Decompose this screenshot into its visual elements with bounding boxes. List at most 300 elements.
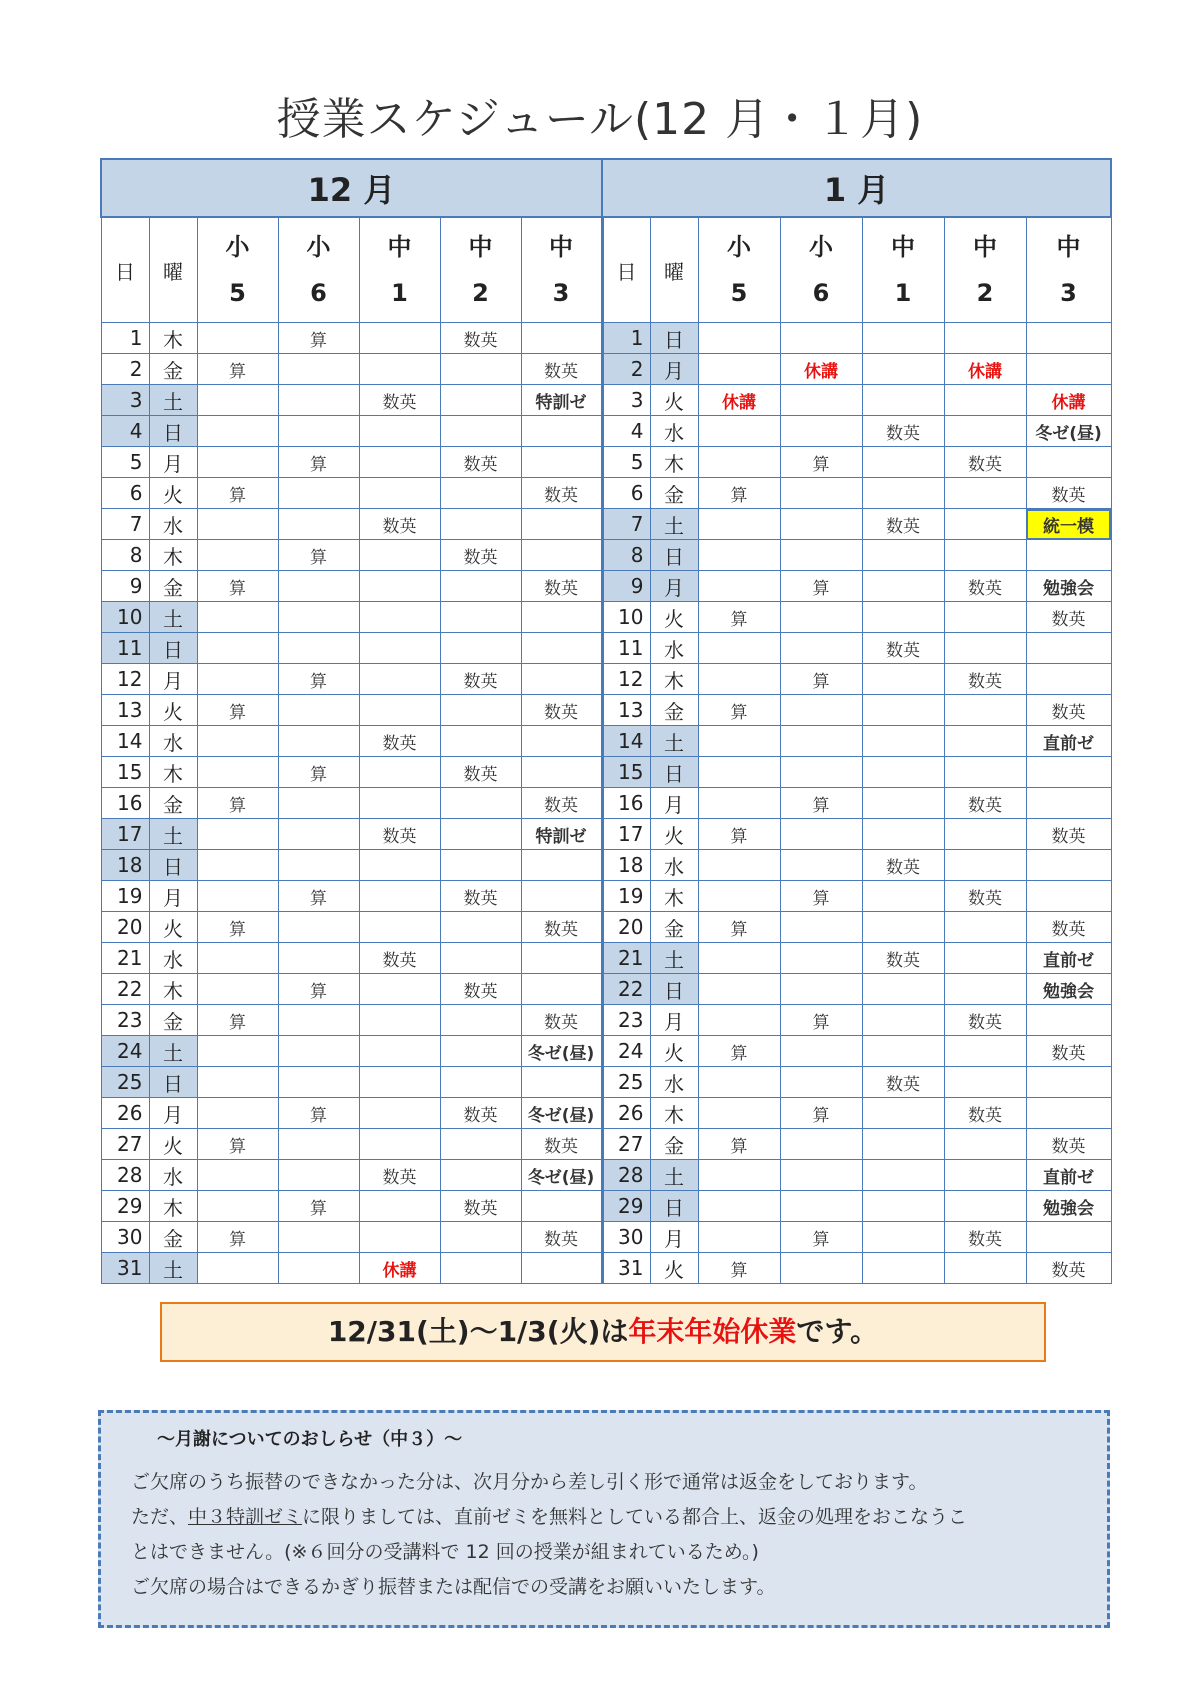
class-cell-dec-1 [278,354,359,385]
class-cell-jan-1 [780,633,862,664]
class-cell-dec-1 [278,571,359,602]
class-cell-jan-2 [862,447,944,478]
weekday-cell-jan: 水 [650,1067,698,1098]
class-cell-dec-4 [521,1036,602,1067]
weekday-cell-dec: 月 [149,1098,197,1129]
class-label: 算 [229,702,246,723]
header-grade-dec-4 [521,217,602,323]
day-cell-dec: 23 [101,1005,149,1036]
table-row [101,1098,1111,1129]
class-label: 数英 [463,764,498,785]
holiday-notice-highlight: 年末年始休業 [628,1315,797,1348]
class-cell-jan-1 [780,757,862,788]
class-cell-dec-0 [197,943,278,974]
class-cell-jan-1 [780,447,862,478]
fee-info-line-1: ご欠席のうち振替のできなかった分は、次月分から差し引く形で通常は返金をしております。 [131,1471,928,1493]
weekday-cell-jan: 金 [650,1129,698,1160]
weekday-cell-jan: 月 [650,354,698,385]
day-cell-jan: 26 [602,1098,650,1129]
class-cell-dec-2 [359,1036,440,1067]
class-label: 休講 [1051,392,1086,413]
class-cell-jan-0 [698,664,780,695]
class-cell-dec-4 [521,509,602,540]
class-cell-dec-1 [278,447,359,478]
class-label: 数英 [1051,826,1086,847]
class-label: 数英 [886,640,920,661]
class-cell-dec-0 [197,912,278,943]
class-cell-dec-0 [197,1129,278,1160]
class-cell-dec-4 [521,974,602,1005]
class-cell-dec-0 [197,1005,278,1036]
class-cell-dec-3 [440,819,521,850]
day-cell-dec: 6 [101,478,149,509]
class-cell-dec-1 [278,881,359,912]
weekday-cell-dec: 木 [149,757,197,788]
class-cell-jan-0 [698,478,780,509]
class-cell-dec-4 [521,323,602,354]
class-label: 数英 [544,578,578,599]
schedule-body [101,323,1111,1284]
weekday-cell-jan: 月 [650,1222,698,1253]
weekday-cell-dec: 水 [149,943,197,974]
class-cell-dec-0 [197,1067,278,1098]
class-label: 算 [812,888,830,909]
day-cell-jan: 28 [602,1160,650,1191]
class-cell-jan-2 [862,943,944,974]
weekday-cell-jan: 日 [650,974,698,1005]
day-cell-dec: 11 [101,633,149,664]
grade-level: 中 [468,233,493,261]
day-cell-jan: 11 [602,633,650,664]
day-cell-dec: 21 [101,943,149,974]
class-label: 数英 [463,547,498,568]
class-label: 数英 [1051,919,1086,940]
grade-level: 中 [891,233,915,261]
header-grade-dec-0 [197,217,278,323]
class-cell-jan-2 [862,850,944,881]
header-day-jan: 日 [602,217,650,323]
day-cell-jan: 22 [602,974,650,1005]
class-cell-dec-4 [521,416,602,447]
class-cell-dec-4 [521,1222,602,1253]
class-cell-dec-0 [197,385,278,416]
class-cell-dec-1 [278,602,359,633]
weekday-cell-jan: 火 [650,1253,698,1284]
class-cell-jan-0 [698,385,780,416]
table-row [101,664,1111,695]
class-cell-jan-2 [862,664,944,695]
class-label: 数英 [544,795,578,816]
grade-level: 中 [549,233,573,261]
class-label: 数英 [886,1074,920,1095]
class-cell-jan-1 [780,1253,862,1284]
grade-number: 6 [310,279,327,307]
class-cell-dec-2 [359,1222,440,1253]
class-cell-dec-0 [197,974,278,1005]
weekday-cell-jan: 月 [650,1005,698,1036]
weekday-cell-dec: 土 [149,602,197,633]
table-row [101,602,1111,633]
class-cell-jan-1 [780,416,862,447]
weekday-cell-jan: 土 [650,1160,698,1191]
table-row [101,881,1111,912]
class-cell-dec-2 [359,354,440,385]
class-cell-jan-3 [944,1036,1026,1067]
class-label: 数英 [886,423,920,444]
class-cell-jan-3 [944,1253,1026,1284]
class-cell-jan-2 [862,478,944,509]
class-cell-jan-3 [944,385,1026,416]
day-cell-jan: 9 [602,571,650,602]
class-cell-jan-0 [698,726,780,757]
class-cell-dec-4 [521,943,602,974]
day-cell-jan: 13 [602,695,650,726]
weekday-cell-dec: 火 [149,912,197,943]
grade-level: 小 [727,233,751,261]
day-cell-jan: 29 [602,1191,650,1222]
class-cell-jan-1 [780,1129,862,1160]
class-label: 数英 [968,1229,1002,1250]
grade-number: 1 [391,279,408,307]
class-cell-jan-4 [1026,540,1111,571]
day-cell-jan: 2 [602,354,650,385]
weekday-cell-dec: 木 [149,974,197,1005]
class-cell-jan-3 [944,602,1026,633]
class-cell-jan-0 [698,788,780,819]
class-cell-dec-3 [440,1005,521,1036]
weekday-cell-dec: 日 [149,1067,197,1098]
class-cell-jan-0 [698,509,780,540]
class-cell-jan-2 [862,1067,944,1098]
class-label: 数英 [463,671,498,692]
class-label: 数英 [968,1012,1002,1033]
header-grade-dec-1 [278,217,359,323]
class-cell-jan-2 [862,1191,944,1222]
class-cell-jan-0 [698,633,780,664]
class-cell-jan-4 [1026,1005,1111,1036]
class-cell-dec-0 [197,323,278,354]
class-cell-jan-4 [1026,757,1111,788]
class-label: 休講 [804,361,838,382]
class-cell-jan-4 [1026,354,1111,385]
class-cell-jan-1 [780,1067,862,1098]
weekday-cell-jan: 日 [650,757,698,788]
header-day-dec: 日 [101,217,149,323]
table-row [101,354,1111,385]
class-label: 算 [229,578,246,599]
class-cell-jan-4 [1026,881,1111,912]
class-cell-jan-1 [780,323,862,354]
class-label: 数英 [544,361,578,382]
class-cell-dec-1 [278,1036,359,1067]
class-label: 数英 [544,1012,578,1033]
class-cell-dec-3 [440,509,521,540]
holiday-notice-suffix: です。 [796,1315,879,1348]
class-label: 数英 [968,795,1002,816]
class-label: 算 [812,795,830,816]
class-label: 算 [310,764,327,785]
class-cell-jan-4 [1026,695,1111,726]
class-cell-dec-4 [521,664,602,695]
day-cell-jan: 3 [602,385,650,416]
class-cell-dec-0 [197,509,278,540]
class-cell-dec-0 [197,757,278,788]
header-grade-jan-2 [862,217,944,323]
fee-info-line-2 [131,1500,1081,1535]
class-cell-jan-3 [944,571,1026,602]
class-cell-jan-0 [698,447,780,478]
class-cell-jan-3 [944,695,1026,726]
class-cell-dec-2 [359,881,440,912]
day-cell-dec: 27 [101,1129,149,1160]
class-cell-jan-3 [944,726,1026,757]
weekday-cell-dec: 月 [149,447,197,478]
class-label: 算 [229,1012,246,1033]
table-row [101,695,1111,726]
class-label: 算 [229,485,246,506]
day-cell-dec: 16 [101,788,149,819]
day-cell-jan: 10 [602,602,650,633]
class-label: 算 [310,1198,327,1219]
weekday-cell-dec: 金 [149,788,197,819]
class-cell-dec-1 [278,912,359,943]
class-cell-jan-3 [944,416,1026,447]
class-cell-dec-0 [197,540,278,571]
class-cell-jan-0 [698,1222,780,1253]
class-cell-jan-0 [698,757,780,788]
class-cell-dec-2 [359,447,440,478]
class-label: 数英 [968,888,1002,909]
class-label: 特訓ゼ [535,826,587,847]
day-cell-jan: 6 [602,478,650,509]
class-cell-jan-3 [944,1129,1026,1160]
fee-info-line-3: とはできません。(※６回分の受講料で 12 回の授業が組まれているため。) [131,1541,759,1563]
class-label: 算 [310,454,327,475]
grade-level: 小 [225,233,250,261]
day-cell-dec: 19 [101,881,149,912]
table-row [101,1129,1111,1160]
header-weekday-dec: 曜 [149,217,197,323]
class-cell-dec-0 [197,354,278,385]
class-cell-dec-2 [359,416,440,447]
class-cell-dec-2 [359,571,440,602]
class-cell-dec-0 [197,478,278,509]
class-cell-jan-4 [1026,633,1111,664]
class-cell-dec-3 [440,323,521,354]
weekday-cell-dec: 土 [149,385,197,416]
class-cell-jan-2 [862,1129,944,1160]
class-label: 数英 [382,392,417,413]
class-cell-jan-2 [862,354,944,385]
day-cell-dec: 24 [101,1036,149,1067]
class-label: 算 [310,671,327,692]
class-cell-jan-2 [862,757,944,788]
class-cell-dec-2 [359,695,440,726]
table-row [101,571,1111,602]
grade-number: 6 [812,279,830,307]
weekday-cell-jan: 土 [650,943,698,974]
class-cell-dec-2 [359,323,440,354]
day-cell-dec: 29 [101,1191,149,1222]
class-cell-dec-0 [197,664,278,695]
class-cell-jan-2 [862,602,944,633]
month-header-row [101,159,1111,217]
class-label: 算 [310,888,327,909]
day-cell-dec: 28 [101,1160,149,1191]
class-cell-jan-4 [1026,447,1111,478]
class-label: 算 [310,1105,327,1126]
weekday-cell-jan: 木 [650,447,698,478]
class-cell-jan-2 [862,323,944,354]
class-cell-dec-1 [278,1098,359,1129]
class-label: 算 [812,1012,830,1033]
weekday-cell-jan: 日 [650,540,698,571]
day-cell-dec: 31 [101,1253,149,1284]
class-cell-dec-0 [197,726,278,757]
class-label: 数英 [1051,1043,1086,1064]
weekday-cell-dec: 火 [149,478,197,509]
class-cell-dec-4 [521,850,602,881]
day-cell-jan: 12 [602,664,650,695]
day-cell-dec: 5 [101,447,149,478]
weekday-cell-jan: 水 [650,633,698,664]
class-label: 勉強会 [1043,578,1095,599]
class-cell-dec-4 [521,1098,602,1129]
class-cell-jan-3 [944,1191,1026,1222]
day-cell-dec: 10 [101,602,149,633]
class-cell-jan-2 [862,912,944,943]
class-cell-dec-3 [440,1222,521,1253]
table-row [101,757,1111,788]
class-label: 算 [730,485,748,506]
class-cell-dec-3 [440,416,521,447]
weekday-cell-jan: 日 [650,323,698,354]
class-cell-dec-2 [359,819,440,850]
fee-info-underlined: 中３特訓ゼミ [188,1506,303,1528]
class-cell-dec-4 [521,540,602,571]
class-label: 算 [229,795,246,816]
class-cell-jan-0 [698,819,780,850]
class-cell-jan-4 [1026,1067,1111,1098]
day-cell-jan: 16 [602,788,650,819]
table-row [101,726,1111,757]
class-cell-dec-2 [359,974,440,1005]
class-cell-dec-3 [440,974,521,1005]
class-cell-dec-1 [278,416,359,447]
class-cell-jan-2 [862,881,944,912]
table-row [101,1191,1111,1222]
class-cell-jan-1 [780,943,862,974]
class-cell-dec-0 [197,1191,278,1222]
table-row [101,478,1111,509]
class-cell-jan-4 [1026,912,1111,943]
weekday-cell-dec: 土 [149,1253,197,1284]
class-cell-dec-4 [521,912,602,943]
class-cell-dec-2 [359,478,440,509]
grade-level: 中 [973,233,997,261]
class-cell-jan-0 [698,1160,780,1191]
class-cell-dec-2 [359,1005,440,1036]
class-label: 数英 [1051,609,1086,630]
class-cell-dec-2 [359,1067,440,1098]
class-cell-dec-0 [197,447,278,478]
class-cell-dec-2 [359,912,440,943]
class-cell-jan-1 [780,1098,862,1129]
class-cell-jan-0 [698,540,780,571]
class-label: 数英 [382,733,417,754]
weekday-cell-dec: 土 [149,1036,197,1067]
class-cell-jan-3 [944,1222,1026,1253]
class-cell-jan-0 [698,1005,780,1036]
class-cell-jan-3 [944,664,1026,695]
class-cell-jan-3 [944,1067,1026,1098]
class-cell-dec-3 [440,571,521,602]
class-label: 算 [310,547,327,568]
class-label: 数英 [968,578,1002,599]
class-cell-jan-0 [698,323,780,354]
class-cell-dec-3 [440,540,521,571]
class-label: 休講 [722,392,756,413]
weekday-cell-jan: 火 [650,385,698,416]
class-cell-jan-1 [780,1005,862,1036]
weekday-cell-dec: 日 [149,416,197,447]
day-cell-jan: 30 [602,1222,650,1253]
class-cell-dec-3 [440,757,521,788]
class-cell-jan-3 [944,850,1026,881]
grade-number: 5 [730,279,748,307]
weekday-cell-dec: 木 [149,323,197,354]
class-cell-jan-3 [944,509,1026,540]
class-label: 数英 [463,454,498,475]
day-cell-dec: 3 [101,385,149,416]
table-row [101,416,1111,447]
class-cell-jan-3 [944,881,1026,912]
class-cell-jan-1 [780,1191,862,1222]
month-january: 1 月 [602,159,1111,217]
weekday-cell-jan: 水 [650,850,698,881]
class-label: 数英 [1051,485,1086,506]
class-cell-dec-2 [359,943,440,974]
class-cell-dec-1 [278,943,359,974]
table-row [101,819,1111,850]
class-cell-jan-0 [698,881,780,912]
class-cell-jan-3 [944,1098,1026,1129]
day-cell-dec: 30 [101,1222,149,1253]
column-header-row [101,217,1111,323]
class-cell-jan-1 [780,664,862,695]
class-cell-dec-3 [440,1160,521,1191]
class-cell-jan-0 [698,974,780,1005]
class-cell-dec-4 [521,788,602,819]
class-cell-dec-2 [359,726,440,757]
class-cell-jan-3 [944,757,1026,788]
class-cell-dec-4 [521,571,602,602]
grade-number: 3 [552,279,570,307]
header-grade-jan-3 [944,217,1026,323]
class-cell-jan-2 [862,1098,944,1129]
class-cell-dec-4 [521,478,602,509]
class-cell-jan-2 [862,819,944,850]
class-cell-dec-2 [359,850,440,881]
fee-info-line-4: ご欠席の場合はできるかぎり振替または配信での受講をお願いいたします。 [131,1576,776,1598]
class-cell-dec-2 [359,602,440,633]
class-cell-dec-3 [440,664,521,695]
class-cell-jan-4 [1026,664,1111,695]
class-cell-jan-4 [1026,1222,1111,1253]
day-cell-jan: 27 [602,1129,650,1160]
day-cell-jan: 14 [602,726,650,757]
weekday-cell-jan: 木 [650,881,698,912]
